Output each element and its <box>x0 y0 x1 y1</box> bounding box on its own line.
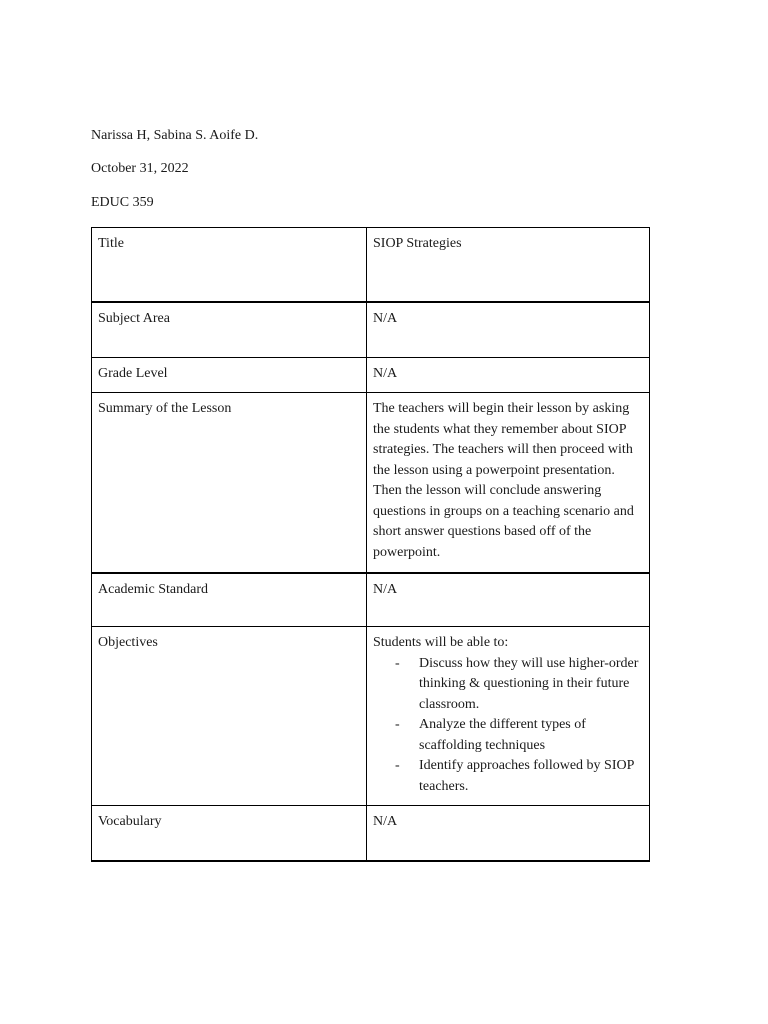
list-item <box>373 756 643 797</box>
bullet-dash: - <box>395 717 400 732</box>
row-label-academic-standard: Academic Standard <box>92 573 367 627</box>
bullet-dash: - <box>395 758 400 773</box>
objectives-list <box>373 654 643 798</box>
list-item <box>373 715 643 756</box>
table-row-vocabulary <box>92 806 650 861</box>
row-value-grade-level: N/A <box>367 358 650 393</box>
row-label-objectives: Objectives <box>92 627 367 806</box>
row-value-summary: The teachers will begin their lesson by asking the students what they remember about SIOP strategies. The teachers will then proceed with the lesson using a powerpoint presentation. Then the lesson will conclude answering questions in groups on a teaching scenario and short answer questions based off of the powerpoint. <box>367 393 650 573</box>
table-row-academic-standard <box>92 573 650 627</box>
table-row-objectives <box>92 627 650 806</box>
lesson-plan-table <box>91 227 650 862</box>
list-item <box>373 654 643 716</box>
row-label-title: Title <box>92 228 367 302</box>
objective-text: Analyze the different types of scaffolding techniques <box>419 717 586 753</box>
date-line: October 31, 2022 <box>91 161 189 176</box>
table-row-grade-level <box>92 358 650 393</box>
row-label-summary: Summary of the Lesson <box>92 393 367 573</box>
course-line: EDUC 359 <box>91 195 154 210</box>
objective-text: Discuss how they will use higher-order thinking & questioning in their future classroom. <box>419 655 639 712</box>
objectives-intro: Students will be able to: <box>373 635 509 650</box>
row-value-title: SIOP Strategies <box>367 228 650 302</box>
row-label-grade-level: Grade Level <box>92 358 367 393</box>
table-row-title <box>92 228 650 302</box>
row-value-subject-area: N/A <box>367 302 650 358</box>
table-row-subject-area <box>92 302 650 358</box>
row-label-vocabulary: Vocabulary <box>92 806 367 861</box>
row-value-academic-standard: N/A <box>367 573 650 627</box>
bullet-dash: - <box>395 655 400 671</box>
row-value-vocabulary: N/A <box>367 806 650 861</box>
authors-line: Narissa H, Sabina S. Aoife D. <box>91 128 259 143</box>
table-row-summary <box>92 393 650 573</box>
objective-text: Identify approaches followed by SIOP teachers. <box>419 758 634 794</box>
row-label-subject-area: Subject Area <box>92 302 367 358</box>
row-value-objectives <box>367 627 650 806</box>
